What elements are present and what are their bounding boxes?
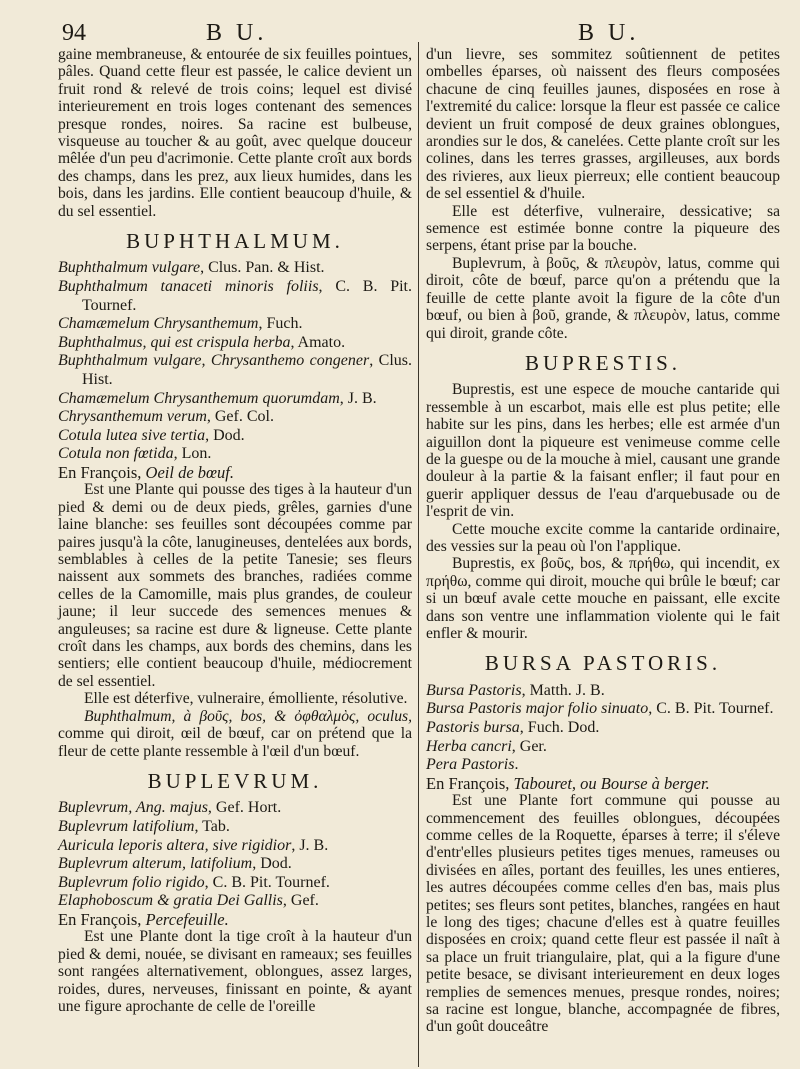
synonym: Herba cancri, Ger. — [426, 737, 547, 755]
etymology-paragraph: Buplevrum, à βοῦς, & πλευρὸν, latus, comme qui diroit, côte de bœuf, parce qu'on a prétendu que la feuille de cette plante avoit la figure de la côte d'un bœuf, ou bien à βοῦ, grande, & πλευρὸν, latus, comme qui diroit, grande côte. — [426, 254, 780, 342]
etymology-paragraph: Buprestis, ex βοῦς, bos, & πρήθω, qui incendit, ex πρήθω, comme qui diroit, mouche qui brûle le bœuf; car si un bœuf avale cette mouche en paissant, elle excite dans son ventre une inflammation violente qui le fait enfler & mourir. — [426, 555, 780, 642]
description-paragraph: Est une Plante fort commune qui pousse au commencement des feuilles oblongues, découpées comme celles de la Roquette, éparses à terre; il s'éleve d'entr'elles plusieurs petites tiges menues, rameuses ou divisées en aîles, portant des feuilles, les unes entieres, les autres découpées comme celles d'en bas, mais plus petites; ses fleurs sont petites, blanches, rangées en haut le long des tiges; chacune d'elles est à quatre feuilles disposées en croix; quand cette fleur est passée il naît à sa place un fruit triangulaire, plat, qui a la figure d'une petite besace, se divisant interieurement en deux loges remplies de semences menues, presque rondes, noires; sa racine est longue, blanche, accompagnée de fibres, d'un goût douceâtre — [426, 792, 780, 1036]
synonym: Cotula lutea sive tertia, Dod. — [58, 426, 245, 444]
entry-title-buplevrum: BUPLEVRUM. — [147, 768, 323, 793]
french-name: En François, Tabouret, ou Bourse à berger. — [426, 773, 710, 793]
continued-paragraph: gaine membraneuse, & entourée de six feuilles pointues, pâles. Quand cette fleur est passée, le calice devient un fruit rond & relevé de trois coins; lequel est divisé interieurement en trois loges contenant des semences presque rondes, noires. Sa racine est bulbeuse, visqueuse au toucher & au goût, avec quelque douceur mêlée d'un peu d'acrimonie. Cette plante croît aux bords des champs, dans les prez, aux lieux humides, dans les bois, dans les jardins. Elle contient beaucoup d'huile, & du sel essentiel. — [58, 46, 412, 220]
synonym: Buphthalmum vulgare, Clus. Pan. & Hist. — [58, 259, 325, 277]
synonym-list — [58, 799, 412, 911]
right-column — [426, 46, 780, 1036]
synonym: Buplevrum alterum, latifolium, Dod. — [58, 855, 292, 873]
page-number: 94 — [62, 20, 86, 46]
properties-paragraph: Elle est déterfive, vulneraire, dessicative; sa semence est estimée bonne contre la piqueure des serpens, étant prise par la bouche. — [426, 202, 780, 255]
synonym: Cotula non fœtida, Lon. — [58, 445, 212, 463]
entry-title-buphthalmum: BUPHTHALMUM. — [126, 229, 344, 254]
synonym: Chamæmelum Chrysanthemum quorumdam, J. B. — [58, 389, 377, 407]
description-paragraph: Est une Plante dont la tige croît à la hauteur d'un pied & demi, nouée, se divisant en rameaux; ses feuilles sont rangées alternativement, oblongues, assez larges, roides, dures, nerveuses, finissant en pointe, & ayant une figure aprochante de celle de l'oreille — [58, 928, 412, 1015]
properties-paragraph: Elle est déterfive, vulneraire, émolliente, résolutive. — [84, 690, 408, 708]
running-head-right: B U. — [578, 20, 640, 46]
synonym: Chamæmelum Chrysanthemum, Fuch. — [58, 315, 303, 333]
synonym: Pera Pastoris. — [426, 756, 519, 774]
synonym: Buplevrum latifolium, Tab. — [58, 817, 230, 835]
synonym: Buphthalmum tanaceti minoris foliis, C. B. Pit. Tournef. — [58, 278, 412, 314]
french-name: En François, Percefeuille. — [58, 909, 229, 929]
running-head-left: B U. — [206, 20, 268, 46]
entry-title-buprestis: BUPRESTIS. — [524, 350, 682, 375]
column-divider — [418, 42, 419, 1067]
synonym: Bursa Pastoris major folio sinuato, C. B. Pit. Tournef. — [426, 700, 774, 718]
description-paragraph: Buprestis, est une espece de mouche cantaride qui ressemble à un escarbot, mais elle est plus petite; elle habite sur les pins, dans les herbes; elle est armée d'un aiguillon dont la piqueure est venimeuse comme celle de la guespe ou de la mouche à miel, causant une grande douleur à la partie & la faisant enfler; il faut pour en guerir appliquer dessus de l'eau d'arquebusade ou de l'esprit de vin. — [426, 381, 780, 521]
continued-paragraph: d'un lievre, ses sommitez soûtiennent de petites ombelles éparses, où naissent des fleurs composées chacune de cinq feuilles jaunes, disposées en rose à l'extremité du calice: lorsque la fleur est passée ce calice devient un fruit composé de deux graines oblongues, arondies sur le dos, & canelées. Cette plante croît sur les colines, dans les terres grasses, argilleuses, aux bords des rivieres, aux lieux pierreux; elle contient beaucoup de sel essentiel & d'huile. — [426, 46, 780, 203]
synonym: Buphthalmus, qui est crispula herba, Amato. — [58, 333, 346, 351]
synonym: Bursa Pastoris, Matth. J. B. — [426, 681, 605, 699]
synonym: Buplevrum folio rigido, C. B. Pit. Tournef. — [58, 873, 330, 891]
entry-title-bursa-pastoris: BURSA PASTORIS. — [484, 651, 722, 676]
description-paragraph: Cette mouche excite comme la cantaride ordinaire, des vessies sur la peau où l'on l'applique. — [426, 520, 780, 555]
synonym: Auricula leporis altera, sive rigidior, J. B. — [58, 836, 329, 854]
french-name: En François, Oeil de bœuf. — [58, 463, 234, 482]
synonym: Buphthalmum vulgare, Chrysanthemo congener, Clus. Hist. — [58, 352, 412, 389]
synonym-list — [426, 682, 780, 775]
description-paragraph: Est une Plante qui pousse des tiges à la hauteur d'un pied & demi ou de deux pieds, grêles, garnies d'une laine blanche: ses feuilles sont découpées comme par paires jusqu'à la côte, lanugineuses, dentelées aux bords, semblables à celles de la petite Tanesie; ses fleurs naissent aux sommets des branches, radiées comme celles de la Camomille, mais plus grandes, de couleur jaune; il leur succede des semences menues & anguleuses; sa racine est dure & ligneuse. Cette plante croît dans les champs, aux bords des chemins, dans les sentiers; elle contient beaucoup d'huile, médiocrement de sel essentiel. — [58, 481, 412, 690]
synonym: Elaphoboscum & gratia Dei Gallis, Gef. — [58, 892, 319, 910]
left-column — [58, 46, 412, 1015]
synonym: Pastoris bursa, Fuch. Dod. — [426, 719, 600, 736]
etymology-paragraph: Buphthalmum, à βοῦς, bos, & ὀφθαλμὸς, oculus, comme qui diroit, œil de bœuf, car on prétend que la fleur de cette plante ressemble à l'œil d'un bœuf. — [58, 707, 412, 760]
synonym: Chrysanthemum verum, Gef. Col. — [58, 408, 274, 426]
synonym: Buplevrum, Ang. majus, Gef. Hort. — [58, 799, 282, 817]
synonym-list — [58, 259, 412, 464]
